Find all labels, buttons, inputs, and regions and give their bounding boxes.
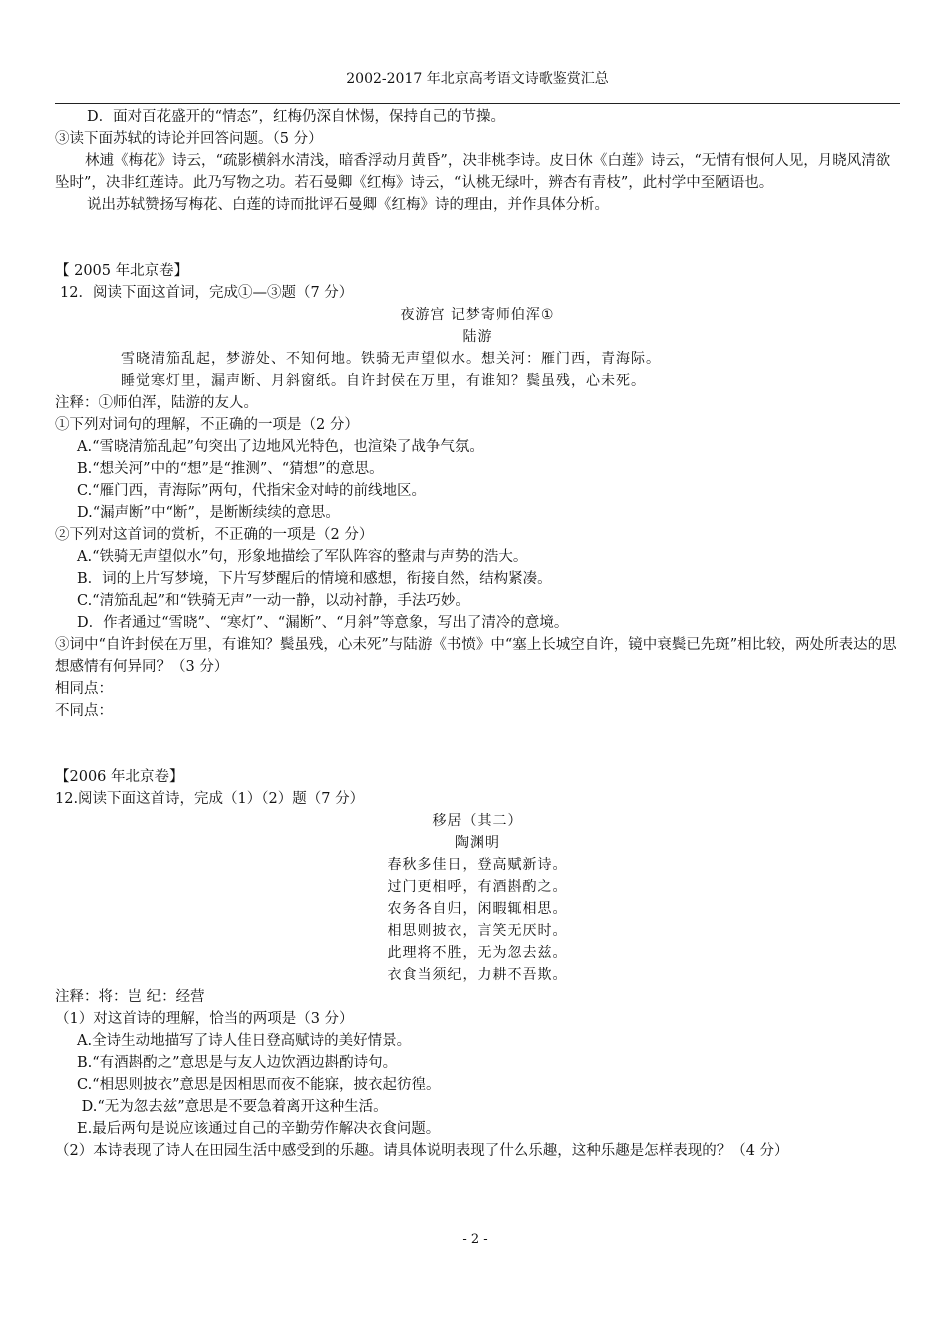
poem-author: 陆游 [462,329,493,345]
sub-question: ③词中“自许封侯在万里，有谁知？鬓虽残，心未死”与陆游《书愤》中“塞上长城空自许，镜中衰鬓已先斑”相比较，两处所表达的思想感情有何异同？（3 分） [55,637,897,675]
option: B.“有酒斟酌之”意思是与友人边饮酒边斟酌诗句。 [77,1055,398,1071]
note: 注释：①师伯浑，陆游的友人。 [55,395,258,411]
section-heading: 【 2005 年北京卷】 [55,263,189,279]
poem-line: 雪晓清笳乱起，梦游处、不知何地。铁骑无声望似水。想关河：雁门西，青海际。 [121,351,661,367]
passage: 林逋《梅花》诗云，“疏影横斜水清浅，暗香浮动月黄昏”，决非桃李诗。皮日休《白莲》诗云，“无情有恨何人见，月晓风清欲坠时”，决非红莲诗。此乃写物之功。若石曼卿《红梅》诗云，“认桃无绿叶，辨杏有青枝”，此村学中至陋语也。 [55,153,891,191]
option: E.最后两句是说应该通过自己的辛勤劳作解决衣食问题。 [77,1121,441,1137]
answer-label: 不同点： [55,703,113,719]
option-d: D．面对百花盛开的“情态”，红梅仍深自怵惕，保持自己的节操。 [87,109,505,125]
section-heading: 【2006 年北京卷】 [55,769,184,785]
option: D．作者通过“雪晓”、“寒灯”、“漏断”、“月斜”等意象，写出了清冷的意境。 [77,615,569,631]
page-content [55,106,900,1162]
option: A.全诗生动地描写了诗人佳日登高赋诗的美好情景。 [77,1033,412,1049]
note: 注释：将：岂 纪：经营 [55,989,205,1005]
spacer [55,216,900,238]
poem-author: 陶渊明 [455,835,500,851]
option: B．词的上片写梦境，下片写梦醒后的情境和感想，衔接自然，结构紧凑。 [77,571,552,587]
option: B.“想关河”中的“想”是“推测”、“猜想”的意思。 [77,461,384,477]
option: C.“相思则披衣”意思是因相思而夜不能寐，披衣起彷徨。 [77,1077,441,1093]
question-title: 12.阅读下面这首诗，完成（1）（2）题（7 分） [55,791,365,807]
sub-question: （2）本诗表现了诗人在田园生活中感受到的乐趣。请具体说明表现了什么乐趣，这种乐趣是怎样表现的？（4 分） [55,1143,789,1159]
sub-question: （1）对这首诗的理解，恰当的两项是（3 分） [55,1011,354,1027]
poem-title: 移居（其二） [432,813,523,829]
header-rule [55,103,900,104]
answer-label: 相同点： [55,681,113,697]
poem-line: 过门更相呼，有酒斟酌之。 [387,879,568,895]
spacer [55,722,900,744]
poem-line: 相思则披衣，言笑无厌时。 [387,923,568,939]
option: D.“无为忽去兹”意思是不要急着离开这种生活。 [77,1099,388,1115]
sub-question: ①下列对词句的理解，不正确的一项是（2 分） [55,417,359,433]
spacer [55,238,900,260]
question-title: 12．阅读下面这首词，完成①—③题（7 分） [60,285,354,301]
question-prompt: ③读下面苏轼的诗论并回答问题。（5 分） [55,131,323,147]
option: A.“铁骑无声望似水”句，形象地描绘了军队阵容的整肃与声势的浩大。 [77,549,528,565]
poem-line: 春秋多佳日，登高赋新诗。 [387,857,568,873]
task: 说出苏轼赞扬写梅花、白莲的诗而批评石曼卿《红梅》诗的理由，并作具体分析。 [87,197,609,213]
poem-title: 夜游宫 记梦寄师伯浑① [400,307,555,323]
sub-question: ②下列对这首词的赏析，不正确的一项是（2 分） [55,527,374,543]
poem-line: 衣食当须纪，力耕不吾欺。 [387,967,568,983]
poem-line: 此理将不胜，无为忽去兹。 [387,945,568,961]
option: A.“雪晓清笳乱起”句突出了边地风光特色，也渲染了战争气氛。 [77,439,484,455]
poem-line: 睡觉寒灯里，漏声断、月斜窗纸。自许封侯在万里，有谁知？鬓虽残，心未死。 [121,373,646,389]
option: D.“漏声断”中“断”，是断断续续的意思。 [77,505,340,521]
option: C.“清笳乱起”和“铁骑无声”一动一静，以动衬静，手法巧妙。 [77,593,470,609]
page-header: 2002-2017 年北京高考语文诗歌鉴赏汇总 [346,71,609,87]
spacer [55,744,900,766]
option: C.“雁门西，青海际”两句，代指宋金对峙的前线地区。 [77,483,427,499]
poem-line: 农务各自归，闲暇辄相思。 [387,901,568,917]
page-number: - 2 - [462,1232,488,1247]
